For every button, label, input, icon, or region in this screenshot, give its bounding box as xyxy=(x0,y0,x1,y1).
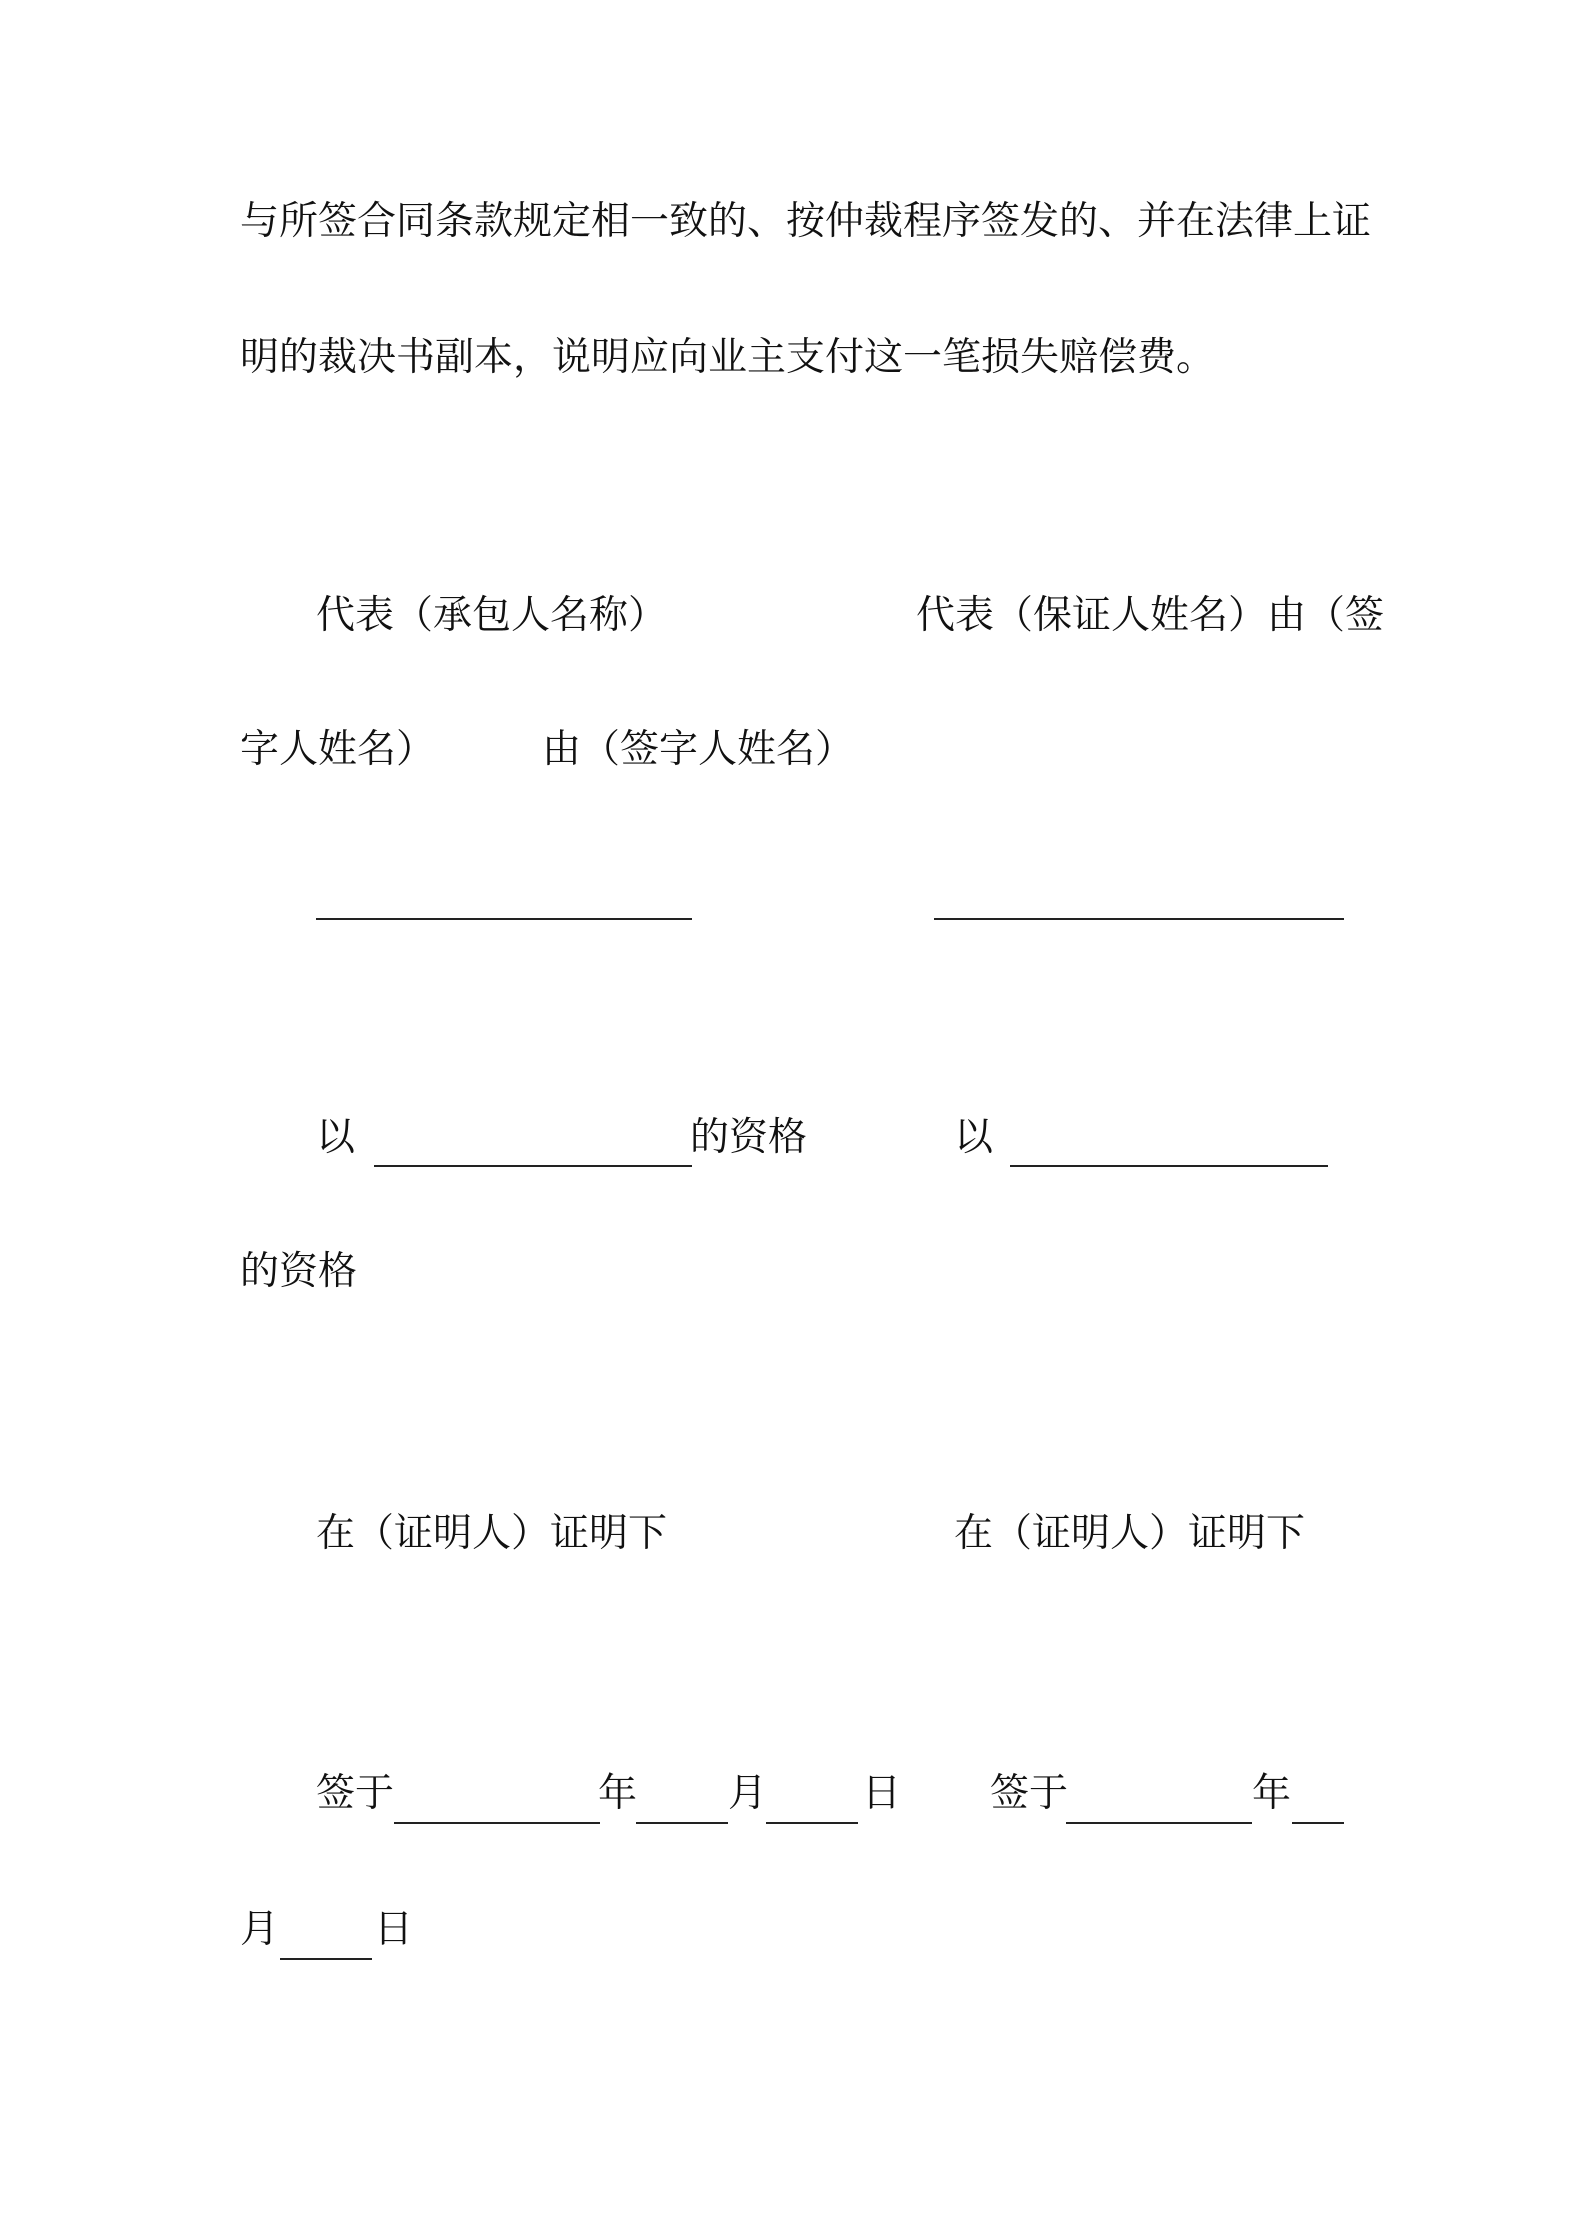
guarantor-signature-line[interactable] xyxy=(934,918,1344,920)
guarantor-representative-label: 代表（保证人姓名）由（签 xyxy=(916,593,1385,638)
contractor-year-line[interactable] xyxy=(394,1822,600,1824)
guarantor-signed-at-label: 签于 xyxy=(990,1771,1069,1816)
guarantor-month-line-end[interactable] xyxy=(1292,1822,1344,1824)
contractor-capacity-line[interactable] xyxy=(374,1165,692,1167)
guarantor-year-line[interactable] xyxy=(1066,1822,1252,1824)
contractor-capacity-suffix: 的资格 xyxy=(690,1115,808,1160)
guarantor-capacity-suffix-wrap: 的资格 xyxy=(240,1249,358,1294)
contractor-day-line[interactable] xyxy=(766,1822,858,1824)
contractor-year-label: 年 xyxy=(598,1771,638,1816)
guarantor-day-label-wrap: 日 xyxy=(374,1907,414,1952)
guarantor-capacity-prefix: 以 xyxy=(954,1115,994,1160)
contractor-signed-at-label: 签于 xyxy=(316,1771,395,1816)
contractor-signer-label: 由（签字人姓名） xyxy=(542,727,855,772)
contractor-month-line[interactable] xyxy=(636,1822,728,1824)
contractor-day-label: 日 xyxy=(862,1771,902,1816)
contractor-signature-line[interactable] xyxy=(316,918,692,920)
contractor-witness-label: 在（证明人）证明下 xyxy=(316,1511,668,1556)
guarantor-year-label: 年 xyxy=(1252,1771,1292,1816)
paragraph-line-2: 明的裁决书副本，说明应向业主支付这一笔损失赔偿费。 xyxy=(240,335,1216,380)
guarantor-capacity-line[interactable] xyxy=(1010,1165,1328,1167)
contractor-capacity-prefix: 以 xyxy=(316,1115,356,1160)
guarantor-month-label-wrap: 月 xyxy=(240,1907,280,1952)
guarantor-day-line[interactable] xyxy=(280,1958,372,1960)
contractor-month-label: 月 xyxy=(728,1771,768,1816)
paragraph-line-1: 与所签合同条款规定相一致的、按仲裁程序签发的、并在法律上证 xyxy=(240,199,1372,244)
contractor-representative-label: 代表（承包人名称） xyxy=(316,593,668,638)
guarantor-signer-label-wrap: 字人姓名） xyxy=(240,727,436,772)
guarantor-witness-label: 在（证明人）证明下 xyxy=(954,1511,1306,1556)
